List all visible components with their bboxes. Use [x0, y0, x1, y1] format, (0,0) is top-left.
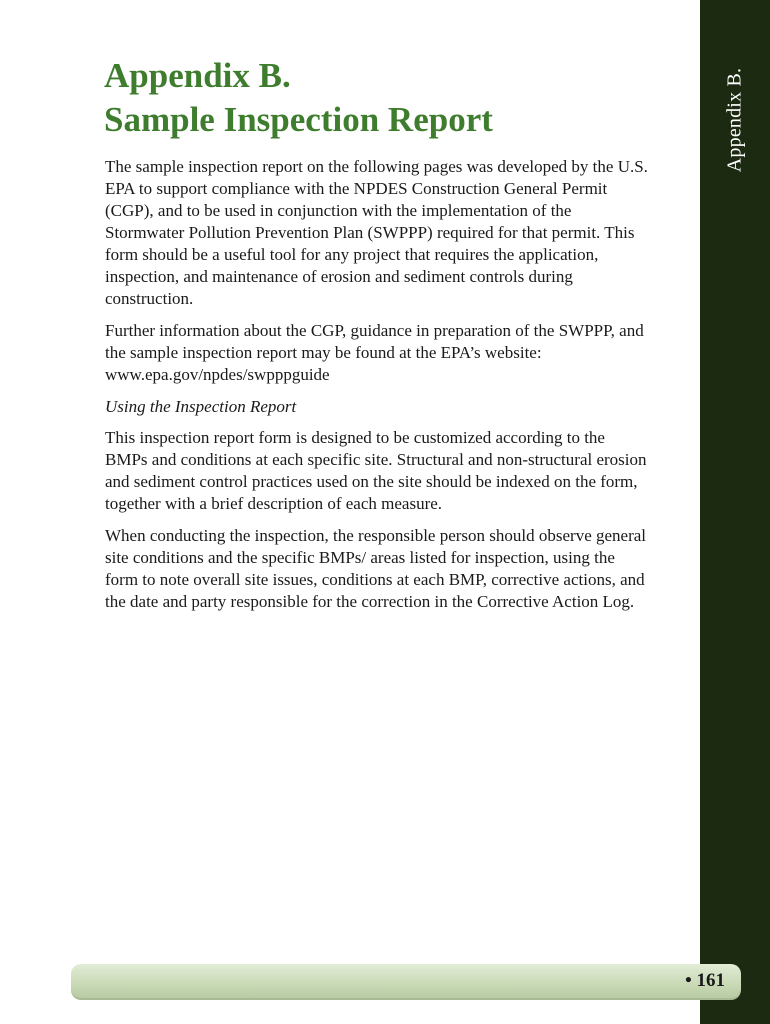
paragraph-further-info: Further information about the CGP, guidance in preparation of the SWPPP, and the sample inspection report may be found at the EPA’s website: www.epa.gov/npdes/swpppguide: [105, 321, 644, 384]
body-content: [105, 156, 650, 623]
paragraph-form-design: This inspection report form is designed to be customized according to the BMPs and conditions at each specific site. Structural and non-structural erosion and sediment control practices used on the site should be indexed on the form, together with a brief description of each measure.: [105, 428, 647, 513]
page-number: • 161: [685, 970, 725, 991]
title-line-report: Sample Inspection Report: [104, 100, 493, 139]
paragraph-intro: The sample inspection report on the following pages was developed by the U.S. EPA to support compliance with the NPDES Construction General Permit (CGP), and to be used in conjunction with the implementation of the Stormwater Pollution Prevention Plan (SWPPP) required for that permit. This form should be a useful tool for any project that requires the application, inspection, and maintenance of erosion and sediment controls during construction.: [105, 157, 648, 308]
page-title: [104, 54, 684, 142]
section-subheading: Using the Inspection Report: [105, 397, 297, 416]
side-tab-band: [700, 0, 770, 1024]
title-line-appendix: Appendix B.: [104, 56, 291, 95]
side-tab-label: Appendix B.: [723, 67, 746, 173]
footer-bar: [71, 964, 741, 1000]
paragraph-conducting-inspection: When conducting the inspection, the responsible person should observe general site conditions and the specific BMPs/ areas listed for inspection, using the form to note overall site issues, conditions at each BMP, corrective actions, and the date and party responsible for the correction in the Corrective Action Log.: [105, 526, 647, 611]
